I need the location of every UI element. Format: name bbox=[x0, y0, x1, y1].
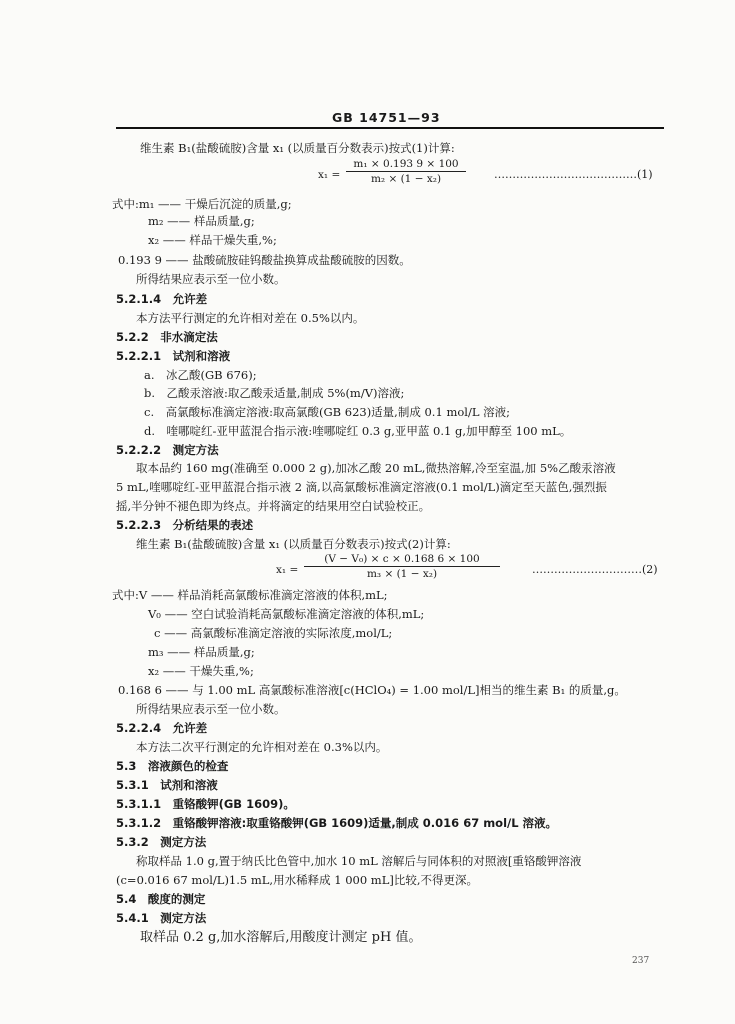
section-5-2-2-1: 5.2.2.1 试剂和溶液 bbox=[116, 349, 231, 363]
eq1-denominator: m₂ × (1 − x₂) bbox=[370, 173, 442, 185]
where-x2: x₂ —— 样品干燥失重,%; bbox=[148, 233, 277, 247]
eq1-fraction-bar bbox=[346, 171, 466, 172]
reagent-c: c. 高氯酸标准滴定溶液:取高氯酸(GB 623)适量,制成 0.1 mol/L 溶液; bbox=[144, 405, 510, 419]
standard-code-header: GB 14751—93 bbox=[332, 110, 441, 125]
reagent-b: b. 乙酸汞溶液:取乙酸汞适量,制成 5%(m/V)溶液; bbox=[144, 386, 405, 400]
section-5-3-1-2: 5.3.1.2 重铬酸钾溶液:取重铬酸钾(GB 1609)适量,制成 0.016 67 mol/L 溶液。 bbox=[116, 816, 558, 830]
section-5-3-1-1: 5.3.1.1 重铬酸钾(GB 1609)。 bbox=[116, 797, 295, 811]
method-para-line-3: 摇,半分钟不褪色即为终点。并将滴定的结果用空白试验校正。 bbox=[116, 499, 431, 513]
section-5-2-1-4: 5.2.1.4 允许差 bbox=[116, 292, 208, 306]
intro-line-2: 维生素 B₁(盐酸硫胺)含量 x₁ (以质量百分数表示)按式(2)计算: bbox=[136, 537, 451, 551]
where-c: c —— 高氯酸标准滴定溶液的实际浓度,mol/L; bbox=[154, 626, 393, 640]
where-factor: 0.193 9 —— 盐酸硫胺硅钨酸盐换算成盐酸硫胺的因数。 bbox=[118, 253, 411, 267]
header-rule bbox=[116, 127, 664, 129]
eq2-denominator: m₃ × (1 − x₂) bbox=[366, 568, 438, 580]
method-para-line-2: 5 mL,喹哪啶红-亚甲蓝混合指示液 2 滴,以高氯酸标准滴定溶液(0.1 mol/L)滴定至天蓝色,强烈振 bbox=[116, 480, 607, 494]
eq2-lhs: x₁ = bbox=[276, 564, 299, 576]
eq1-numerator: m₁ × 0.193 9 × 100 bbox=[353, 158, 459, 170]
section-5-3-1: 5.3.1 试剂和溶液 bbox=[116, 778, 218, 792]
result-precision-2: 所得结果应表示至一位小数。 bbox=[136, 702, 286, 716]
eq2-fraction-bar bbox=[304, 566, 500, 567]
section-5-3-2: 5.3.2 测定方法 bbox=[116, 835, 207, 849]
reagent-d: d. 喹哪啶红-亚甲蓝混合指示液:喹哪啶红 0.3 g,亚甲蓝 0.1 g,加甲醇至 100 mL。 bbox=[144, 424, 572, 438]
para-5-2-1-4: 本方法平行测定的允许相对差在 0.5%以内。 bbox=[136, 311, 365, 325]
where-x2-b: x₂ —— 干燥失重,%; bbox=[148, 664, 254, 678]
intro-line-1: 维生素 B₁(盐酸硫胺)含量 x₁ (以质量百分数表示)按式(1)计算: bbox=[140, 141, 455, 155]
where-m3: m₃ —— 样品质量,g; bbox=[148, 645, 255, 659]
para-5-2-2-4: 本方法二次平行测定的允许相对差在 0.3%以内。 bbox=[136, 740, 388, 754]
section-5-2-2-2: 5.2.2.2 测定方法 bbox=[116, 443, 219, 457]
equation-1-number: …………………………………(1) bbox=[494, 168, 653, 181]
reagent-a: a. 冰乙酸(GB 676); bbox=[144, 368, 257, 382]
where-factor-2: 0.168 6 —— 与 1.00 mL 高氯酸标准溶液[c(HClO₄) = 1.00 mol/L]相当的维生素 B₁ 的质量,g。 bbox=[118, 683, 626, 697]
section-5-2-2-4: 5.2.2.4 允许差 bbox=[116, 721, 208, 735]
acidity-para: 取样品 0.2 g,加水溶解后,用酸度计测定 pH 值。 bbox=[140, 930, 422, 945]
where-m1: 式中:m₁ —— 干燥后沉淀的质量,g; bbox=[112, 197, 292, 211]
where-V: 式中:V —— 样品消耗高氯酸标准滴定溶液的体积,mL; bbox=[112, 588, 388, 602]
section-5-2-2-3: 5.2.2.3 分析结果的表述 bbox=[116, 518, 254, 532]
section-5-3: 5.3 溶液颜色的检查 bbox=[116, 759, 229, 773]
section-5-4-1: 5.4.1 测定方法 bbox=[116, 911, 207, 925]
color-para-line-1: 称取样品 1.0 g,置于纳氏比色管中,加水 10 mL 溶解后与同体积的对照液[重铬酸钾溶液 bbox=[136, 854, 582, 868]
equation-1-fraction bbox=[346, 158, 466, 185]
section-5-2-2: 5.2.2 非水滴定法 bbox=[116, 330, 218, 344]
method-para-line-1: 取本品约 160 mg(准确至 0.000 2 g),加冰乙酸 20 mL,微热溶解,冷至室温,加 5%乙酸汞溶液 bbox=[136, 461, 616, 475]
equation-2-fraction bbox=[304, 553, 500, 580]
color-para-line-2: (c=0.016 67 mol/L)1.5 mL,用水稀释成 1 000 mL]比较,不得更深。 bbox=[116, 873, 478, 887]
where-m2: m₂ —— 样品质量,g; bbox=[148, 214, 255, 228]
where-V0: V₀ —— 空白试验消耗高氯酸标准滴定溶液的体积,mL; bbox=[148, 607, 425, 621]
equation-2-number: …………………………(2) bbox=[532, 563, 658, 576]
eq2-numerator: (V − V₀) × c × 0.168 6 × 100 bbox=[324, 553, 480, 565]
section-5-4: 5.4 酸度的测定 bbox=[116, 892, 206, 906]
result-precision-1: 所得结果应表示至一位小数。 bbox=[136, 272, 286, 286]
eq1-lhs: x₁ = bbox=[318, 169, 341, 181]
page-number: 237 bbox=[632, 956, 650, 966]
